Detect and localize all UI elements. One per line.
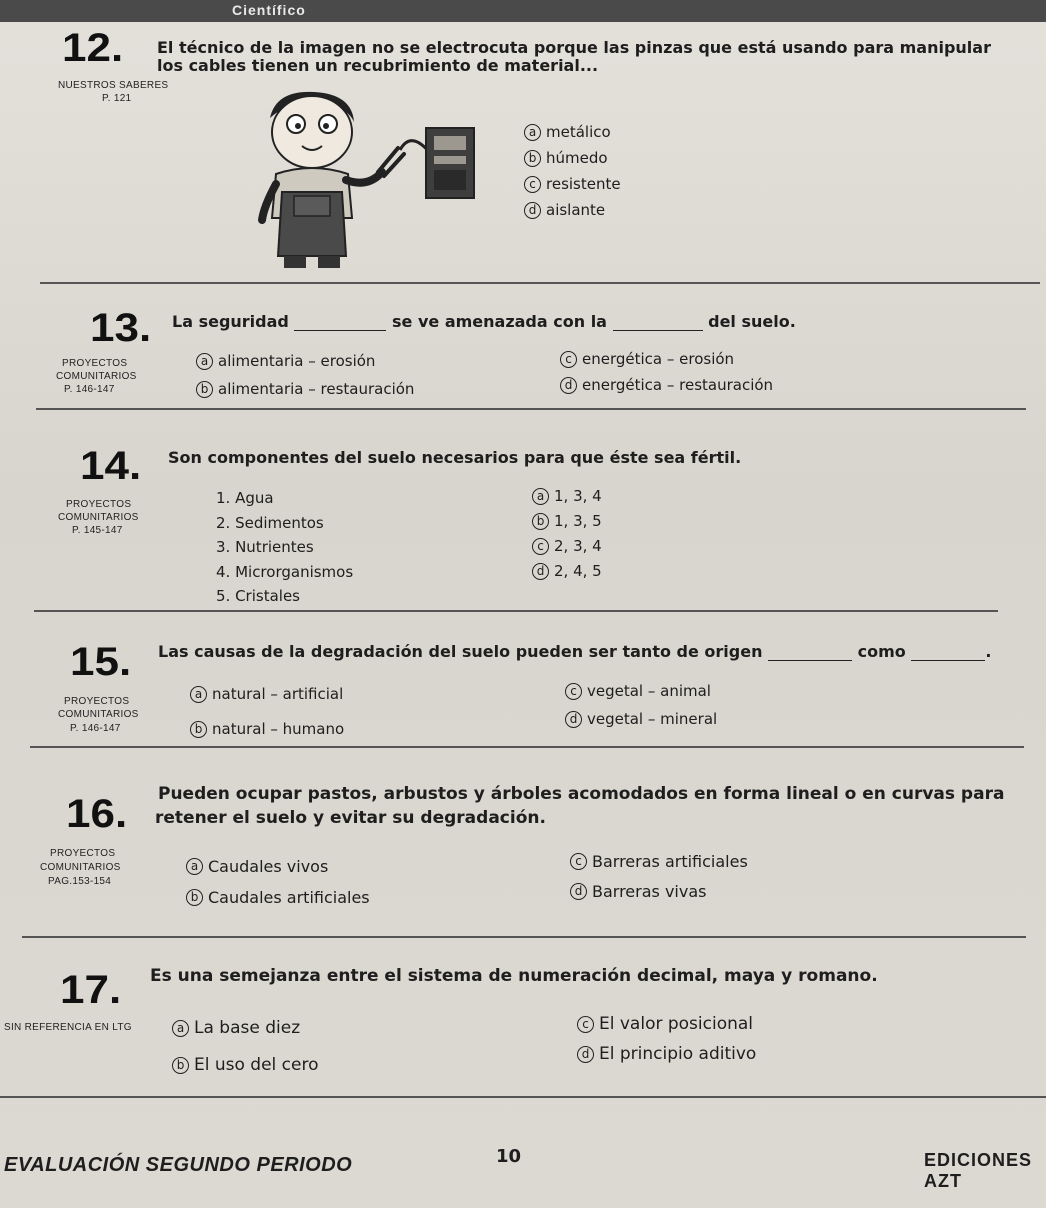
question-14-option-d[interactable]	[532, 559, 602, 584]
option-text: energética – erosión	[582, 350, 735, 368]
option-text: La base diez	[194, 1018, 301, 1038]
question-13-option-c[interactable]	[560, 350, 734, 368]
option-letter: b	[532, 513, 549, 530]
question-14-number: 14.	[80, 444, 142, 488]
answer-blank[interactable]	[613, 330, 703, 331]
option-text: Barreras vivas	[592, 882, 707, 901]
question-13-option-b[interactable]	[196, 380, 414, 398]
question-16-text-line2: retener el suelo y evitar su degradación.	[155, 808, 546, 828]
question-17-option-a[interactable]	[172, 1018, 300, 1038]
question-17-option-c[interactable]	[577, 1014, 753, 1034]
option-text: Caudales vivos	[208, 857, 329, 876]
question-17-ref-line1: SIN REFERENCIA EN LTG	[4, 1022, 132, 1033]
option-letter: d	[565, 711, 582, 728]
option-letter: b	[196, 381, 213, 398]
question-12-ref-line2: P. 121	[102, 93, 132, 104]
question-13-ref-line1: PROYECTOS	[62, 358, 128, 369]
option-letter: d	[560, 377, 577, 394]
question-15-text-c: .	[985, 642, 992, 661]
question-13-option-d[interactable]	[560, 376, 773, 394]
question-17-option-d[interactable]	[577, 1044, 756, 1064]
answer-blank[interactable]	[911, 660, 985, 661]
option-text: Barreras artificiales	[592, 852, 748, 871]
option-text: El principio aditivo	[599, 1044, 757, 1064]
question-13-number: 13.	[90, 306, 152, 350]
question-14-ref-line3: P. 145-147	[72, 525, 123, 536]
option-letter: c	[570, 853, 587, 870]
question-14-option-a[interactable]	[532, 484, 602, 509]
question-14-items	[216, 486, 353, 609]
option-letter: c	[524, 176, 541, 193]
question-12-ref-line1: NUESTROS SABERES	[58, 80, 169, 91]
question-13-text	[172, 312, 796, 331]
footer-exam-title: EVALUACIÓN SEGUNDO PERIODO	[4, 1154, 353, 1176]
option-letter: d	[532, 563, 549, 580]
question-13-text-c: del suelo.	[708, 312, 796, 331]
option-text: 1, 3, 4	[554, 487, 602, 505]
item: 2. Sedimentos	[216, 513, 324, 532]
question-13-text-a: La seguridad	[172, 312, 289, 331]
question-13-ref-line3: P. 146-147	[64, 384, 115, 395]
option-letter: a	[186, 858, 203, 875]
answer-blank[interactable]	[768, 660, 852, 661]
option-text: metálico	[546, 123, 611, 141]
question-17-number: 17.	[60, 968, 122, 1012]
divider	[30, 746, 1024, 748]
option-letter: b	[172, 1057, 189, 1074]
divider	[22, 936, 1026, 938]
question-16-ref-line2: COMUNITARIOS	[40, 862, 121, 873]
question-16-option-c[interactable]	[570, 852, 748, 871]
option-letter: b	[186, 889, 203, 906]
question-12-number: 12.	[62, 26, 124, 70]
option-letter: a	[172, 1020, 189, 1037]
question-17-option-b[interactable]	[172, 1055, 319, 1075]
divider	[36, 408, 1026, 410]
question-15-option-c[interactable]	[565, 682, 711, 700]
option-letter: d	[570, 883, 587, 900]
question-12-option-a[interactable]	[524, 123, 621, 141]
question-15-option-a[interactable]	[190, 685, 343, 703]
question-15-text-a: Las causas de la degradación del suelo pueden ser tanto de origen	[158, 642, 763, 661]
divider	[34, 610, 998, 612]
option-text: vegetal – animal	[587, 682, 711, 700]
question-16-number: 16.	[66, 792, 128, 836]
option-text: resistente	[546, 175, 621, 193]
question-12-option-b[interactable]	[524, 149, 621, 167]
item: 3. Nutrientes	[216, 538, 314, 556]
option-text: natural – artificial	[212, 685, 344, 703]
question-12-option-d[interactable]	[524, 201, 621, 219]
option-text: Caudales artificiales	[208, 888, 370, 907]
question-12-text-line2: los cables tienen un recubrimiento de material...	[157, 56, 599, 75]
option-text: alimentaria – restauración	[218, 380, 415, 398]
question-14-ref-line1: PROYECTOS	[66, 499, 132, 510]
footer-publisher: EDICIONES AZT	[924, 1150, 1033, 1191]
question-15-ref-line2: COMUNITARIOS	[58, 709, 139, 720]
option-letter: d	[524, 202, 541, 219]
option-letter: a	[190, 686, 207, 703]
option-letter: b	[190, 721, 207, 738]
divider	[0, 1096, 1046, 1098]
option-letter: c	[560, 351, 577, 368]
question-13-ref-line2: COMUNITARIOS	[56, 371, 137, 382]
question-12-text-line1: El técnico de la imagen no se electrocuta porque las pinzas que está usando para manipular	[157, 38, 991, 57]
question-14-text: Son componentes del suelo necesarios para que éste sea fértil.	[168, 448, 742, 467]
page-number: 10	[496, 1146, 522, 1167]
option-text: húmedo	[546, 149, 608, 167]
question-12-option-c[interactable]	[524, 175, 621, 193]
question-14-options	[532, 484, 602, 584]
question-15-ref-line3: P. 146-147	[70, 723, 121, 734]
question-16-option-a[interactable]	[186, 857, 328, 876]
option-letter: a	[532, 488, 549, 505]
item: 1. Agua	[216, 489, 274, 507]
option-letter: c	[565, 683, 582, 700]
question-16-option-d[interactable]	[570, 882, 706, 901]
option-letter: c	[577, 1016, 594, 1033]
question-14-option-b[interactable]	[532, 509, 602, 534]
option-letter: b	[524, 150, 541, 167]
question-15-number: 15.	[70, 640, 132, 684]
option-text: El valor posicional	[599, 1014, 754, 1034]
question-16-ref-line3: PAG.153-154	[48, 876, 112, 887]
question-16-ref-line1: PROYECTOS	[50, 848, 116, 859]
question-16-text-line1: Pueden ocupar pastos, arbustos y árboles acomodados en forma lineal o en curvas para	[158, 784, 1005, 804]
option-text: 2, 4, 5	[554, 562, 602, 580]
question-15-ref-line1: PROYECTOS	[64, 696, 130, 707]
header-bar	[0, 0, 1046, 22]
question-17-text: Es una semejanza entre el sistema de numeración decimal, maya y romano.	[150, 966, 878, 986]
option-text: natural – humano	[212, 720, 345, 738]
divider	[40, 282, 1040, 284]
option-text: alimentaria – erosión	[218, 352, 376, 370]
question-13-text-b: se ve amenazada con la	[392, 312, 607, 331]
item: 4. Microrganismos	[216, 562, 354, 581]
option-text: 1, 3, 5	[554, 512, 602, 530]
option-letter: a	[524, 124, 541, 141]
question-14-ref-line2: COMUNITARIOS	[58, 512, 139, 523]
question-16-option-b[interactable]	[186, 888, 370, 907]
question-15-option-d[interactable]	[565, 710, 717, 728]
option-text: 2, 3, 4	[554, 537, 602, 555]
question-12-options	[524, 123, 621, 219]
answer-blank[interactable]	[294, 330, 386, 331]
option-letter: c	[532, 538, 549, 555]
question-15-option-b[interactable]	[190, 720, 344, 738]
option-text: vegetal – mineral	[587, 710, 718, 728]
option-letter: a	[196, 353, 213, 370]
option-text: energética – restauración	[582, 376, 774, 394]
question-14-option-c[interactable]	[532, 534, 602, 559]
item: 5. Cristales	[216, 587, 300, 605]
option-letter: d	[577, 1046, 594, 1063]
option-text: El uso del cero	[194, 1055, 319, 1075]
technician-illustration	[248, 88, 478, 270]
header-title: Científico	[232, 2, 306, 18]
question-13-option-a[interactable]	[196, 352, 375, 370]
question-15-text	[158, 642, 991, 661]
option-text: aislante	[546, 201, 606, 219]
question-15-text-b: como	[857, 642, 906, 661]
